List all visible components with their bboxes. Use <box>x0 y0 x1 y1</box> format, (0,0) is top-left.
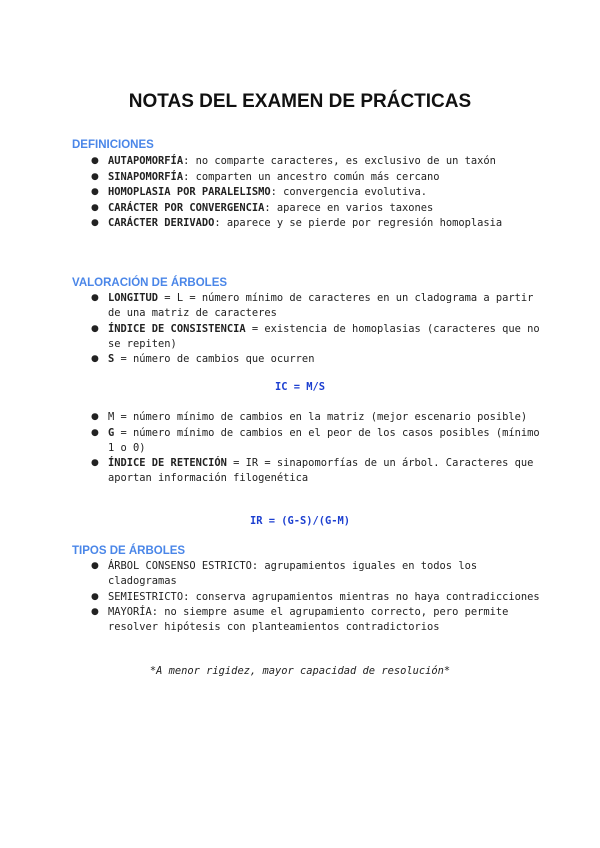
list-item <box>72 185 542 200</box>
item-text: = IR = sinapomorfías de un árbol. Caracteres que aportan información filogenética <box>108 457 534 484</box>
item-text: = existencia de homoplasias (caracteres que no se repiten) <box>108 322 540 350</box>
bullet-icon: ● <box>91 354 99 364</box>
item-text: : no comparte caracteres, es exclusivo de un taxón <box>183 155 496 167</box>
item-text: ÁRBOL CONSENSO ESTRICTO: agrupamientos iguales en todos los cladogramas <box>108 560 478 587</box>
list-item <box>72 410 542 425</box>
bullet-icon: ● <box>91 202 99 213</box>
item-term: AUTAPOMORFÍA <box>108 155 184 167</box>
item-text: MAYORÍA: no siempre asume el agrupamiento correcto, pero permite resolver hipótesis con planteamientos contradictorios <box>108 606 509 633</box>
item-text: SEMIESTRICTO: conserva agrupamientos mientras no haya contradicciones <box>108 590 540 603</box>
item-text: : comparten un ancestro común más cercano <box>183 170 440 183</box>
bullet-icon: ● <box>91 412 99 422</box>
valoracion-list-a <box>72 291 542 367</box>
list-item <box>72 426 542 456</box>
item-term: CARÁCTER POR CONVERGENCIA <box>108 201 265 214</box>
resolution-note: *A menor rigidez, mayor capacidad de resolución* <box>149 665 451 677</box>
bullet-icon: ● <box>91 591 99 602</box>
formula-ic: IC = M/S <box>274 381 326 393</box>
section-heading-tipos: TIPOS DE ÁRBOLES <box>72 545 186 557</box>
tipos-list <box>72 559 542 635</box>
bullet-icon: ● <box>91 171 99 182</box>
list-item <box>72 201 542 216</box>
section-heading-definiciones: DEFINICIONES <box>72 139 154 151</box>
bullet-icon: ● <box>91 293 99 303</box>
list-item <box>72 291 542 321</box>
item-text: : aparece y se pierde por regresión homoplasia <box>214 217 503 229</box>
list-item <box>72 170 542 185</box>
formula-ir: IR = (G-S)/(G-M) <box>249 515 351 527</box>
list-item <box>72 352 542 367</box>
list-item <box>72 605 542 635</box>
bullet-icon: ● <box>91 218 99 228</box>
bullet-icon: ● <box>91 427 99 438</box>
item-term: S <box>108 353 115 365</box>
bullet-icon: ● <box>91 561 99 571</box>
item-text: : convergencia evolutiva. <box>270 186 428 198</box>
item-term: CARÁCTER DERIVADO <box>108 217 215 229</box>
item-term: ÍNDICE DE CONSISTENCIA <box>108 322 246 335</box>
item-text: M = número mínimo de cambios en la matriz (mejor escenario posible) <box>108 411 528 423</box>
list-item <box>72 322 542 352</box>
bullet-icon: ● <box>91 187 99 197</box>
bullet-icon: ● <box>91 156 99 166</box>
item-term: ÍNDICE DE RETENCIÓN <box>108 457 227 469</box>
item-term: G <box>108 426 115 439</box>
list-item <box>72 590 542 605</box>
list-item <box>72 216 542 231</box>
section-heading-valoracion: VALORACIÓN DE ÁRBOLES <box>72 277 228 289</box>
page-title: NOTAS DEL EXAMEN DE PRÁCTICAS <box>128 91 472 112</box>
list-item <box>72 154 542 169</box>
list-item <box>72 559 542 589</box>
list-item <box>72 456 542 486</box>
item-text: = L = número mínimo de caracteres en un cladograma a partir de una matriz de caracteres <box>108 292 534 319</box>
bullet-icon: ● <box>91 458 99 468</box>
bullet-icon: ● <box>91 323 99 334</box>
item-term: LONGITUD <box>108 292 159 304</box>
item-text: = número de cambios que ocurren <box>114 353 315 365</box>
item-term: SINAPOMORFÍA <box>108 170 184 183</box>
item-text: : aparece en varios taxones <box>264 201 434 214</box>
definiciones-list <box>72 154 542 231</box>
bullet-icon: ● <box>91 607 99 617</box>
item-text: = número mínimo de cambios en el peor de los casos posibles (mínimo 1 o 0) <box>108 426 540 454</box>
valoracion-list-b <box>72 410 542 486</box>
item-term: HOMOPLASIA POR PARALELISMO <box>108 186 271 198</box>
